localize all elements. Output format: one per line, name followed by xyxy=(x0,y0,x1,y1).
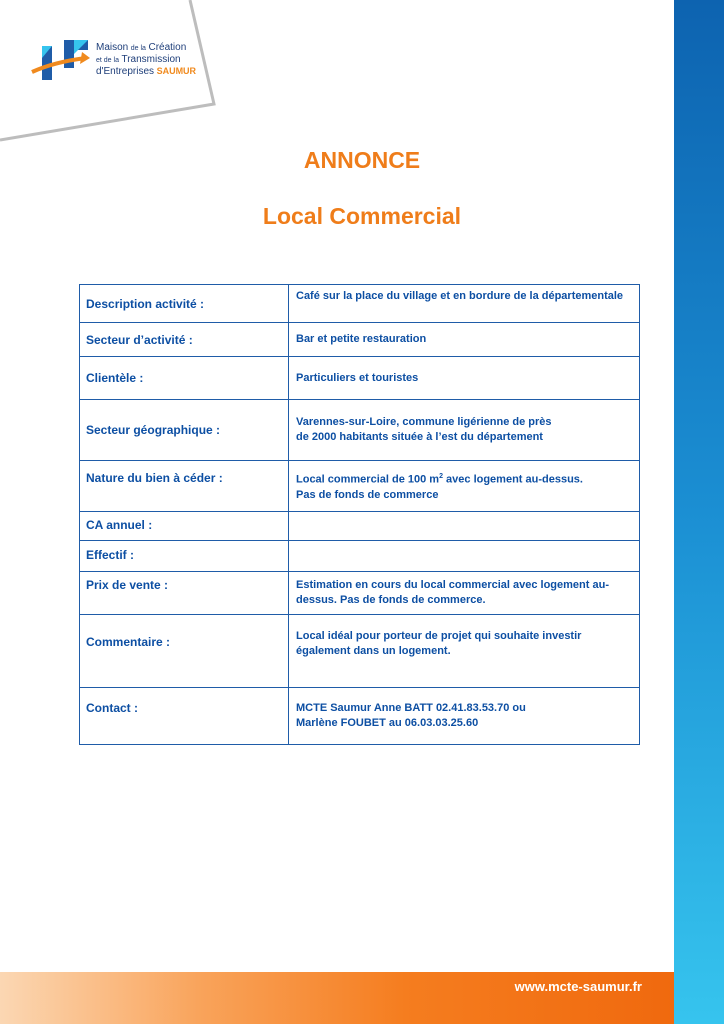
nature-line-2: Pas de fonds de commerce xyxy=(296,488,439,501)
geographique-line-2: de 2000 habitants située à l’est du département xyxy=(296,431,543,443)
table-row xyxy=(80,512,640,541)
footer-bar xyxy=(0,972,674,1024)
row-label-effectif: Effectif : xyxy=(80,541,289,572)
table-row xyxy=(80,357,640,400)
row-label-secteur: Secteur d’activité : xyxy=(80,323,289,357)
nature-superscript: 2 xyxy=(439,473,443,480)
row-value-commentaire: Local idéal pour porteur de projet qui souhaite investir également dans un logement. xyxy=(289,615,640,688)
page-subtitle: Local Commercial xyxy=(262,203,462,229)
row-value-contact xyxy=(289,688,640,745)
logo-entreprises: d'Entreprises xyxy=(96,66,155,77)
row-value-description: Café sur la place du village et en bordure de la départementale xyxy=(289,285,640,323)
nature-text-a: Local commercial de 100 m xyxy=(296,473,440,486)
logo-mark-icon xyxy=(30,38,92,84)
mcte-logo xyxy=(30,38,200,88)
logo-et-de-la: et de la xyxy=(96,57,119,64)
row-label-nature: Nature du bien à céder : xyxy=(80,461,289,512)
row-label-prix: Prix de vente : xyxy=(80,572,289,615)
row-label-ca: CA annuel : xyxy=(80,512,289,541)
table-row xyxy=(80,285,640,323)
footer-website-link[interactable]: www.mcte-saumur.fr xyxy=(514,979,642,994)
table-row xyxy=(80,461,640,512)
geographique-line-1: Varennes-sur-Loire, commune ligérienne de près xyxy=(296,416,552,428)
table-row xyxy=(80,400,640,461)
row-value-prix: Estimation en cours du local commercial avec logement au-dessus. Pas de fonds de commerce. xyxy=(289,572,640,615)
table-row xyxy=(80,323,640,357)
row-value-clientele: Particuliers et touristes xyxy=(289,357,640,400)
table-row xyxy=(80,615,640,688)
table-row xyxy=(80,541,640,572)
row-value-effectif xyxy=(289,541,640,572)
logo-creation: Création xyxy=(148,42,187,53)
row-label-commentaire: Commentaire : xyxy=(80,615,289,688)
logo-saumur: SAUMUR xyxy=(156,66,197,76)
row-value-nature xyxy=(289,461,640,512)
logo-wordmark xyxy=(96,42,196,77)
contact-line-2: Marlène FOUBET au 06.03.03.25.60 xyxy=(296,717,479,729)
nature-text-b: avec logement au-dessus. xyxy=(442,473,583,486)
row-value-geographique xyxy=(289,400,640,461)
listing-table xyxy=(79,284,640,745)
row-label-contact: Contact : xyxy=(80,688,289,745)
row-label-geographique: Secteur géographique : xyxy=(80,400,289,461)
row-value-ca xyxy=(289,512,640,541)
table-row xyxy=(80,688,640,745)
logo-maison: Maison xyxy=(96,42,129,53)
row-value-secteur: Bar et petite restauration xyxy=(289,323,640,357)
row-label-clientele: Clientèle : xyxy=(80,357,289,400)
table-row xyxy=(80,572,640,615)
logo-de-la: de la xyxy=(130,45,146,52)
contact-line-1: MCTE Saumur Anne BATT 02.41.83.53.70 ou xyxy=(296,702,526,714)
logo-transmission: Transmission xyxy=(121,54,181,65)
row-label-description: Description activité : xyxy=(80,285,289,323)
page-title: ANNONCE xyxy=(303,147,421,173)
